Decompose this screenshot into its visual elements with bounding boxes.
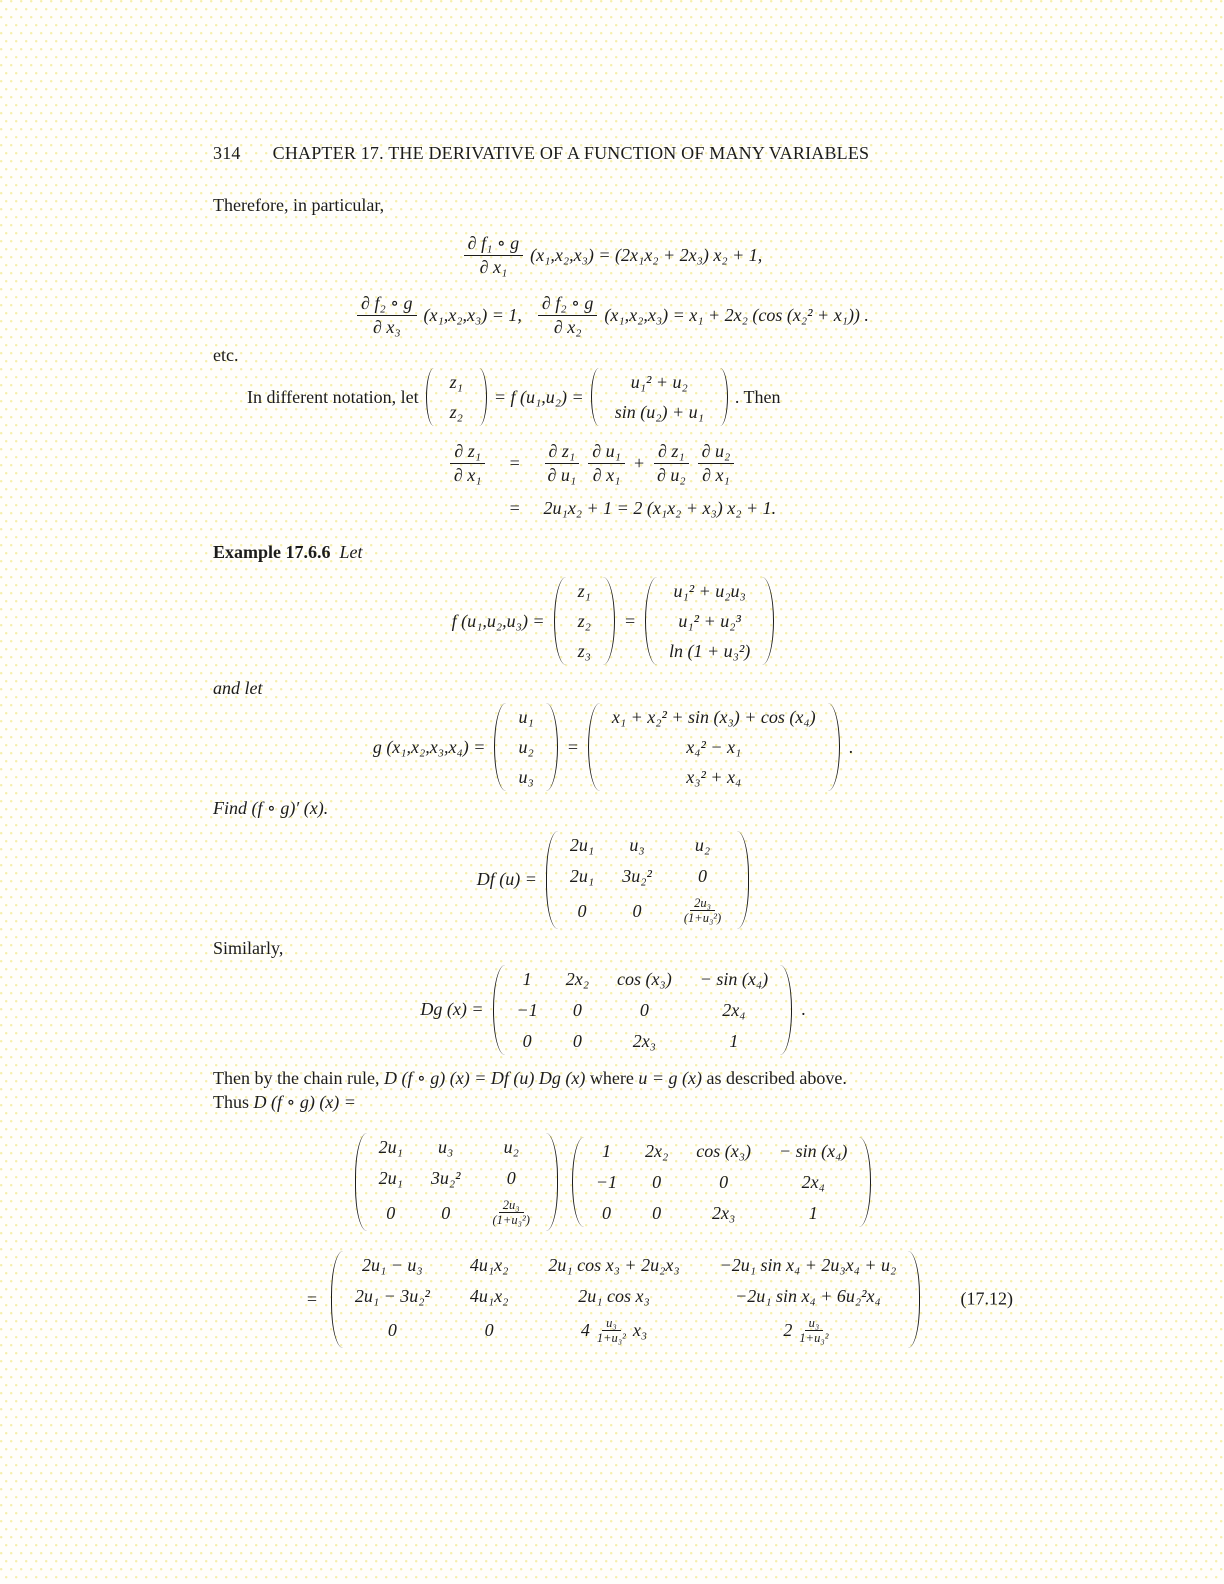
matrix-cell: u₁² + u₂³ — [678, 611, 741, 631]
matrix-Dg-copy — [572, 1135, 872, 1229]
numerator: ∂ u₂ — [698, 440, 735, 464]
vector-cells — [516, 701, 535, 793]
equation-rhs — [544, 440, 735, 486]
matrix-cell: 0 — [632, 900, 642, 921]
paragraph-intro: Therefore, in particular, — [213, 195, 385, 215]
equation-line2: 2u₁x₂ + 1 = 2 (x₁x₂ + x₃) x₂ + 1. — [543, 498, 777, 518]
right-paren — [602, 577, 615, 665]
text: as described above. — [701, 1067, 847, 1088]
paragraph-chain-rule — [213, 1067, 1013, 1089]
denominator: ∂ x₁ — [479, 256, 508, 277]
matrix-cell: 2u₁ — [569, 835, 595, 855]
matrix-cell: 2u₁ — [378, 1136, 403, 1157]
column-vector-rhs — [588, 701, 840, 793]
equation-matrix-product — [213, 1131, 1013, 1233]
plus-sign: + — [632, 452, 645, 473]
matrix-cell: 2u₁ cos x₃ + 2u₂x₃ — [548, 1254, 680, 1275]
matrix-cell: 2u₁ cos x₃ — [578, 1285, 650, 1306]
equals-sign: = — [623, 610, 637, 631]
paragraph-similarly: Similarly, — [213, 937, 284, 958]
column-vector-rhs — [645, 575, 774, 667]
equation-group — [357, 292, 522, 338]
right-paren — [858, 1137, 871, 1227]
page-number: 314 — [213, 143, 241, 163]
matrix-cell: 0 — [577, 900, 587, 921]
matrix-cell: 0 — [506, 1167, 516, 1188]
matrix-cell: z₁ — [577, 581, 591, 601]
right-paren — [761, 577, 774, 665]
matrix-cell: 4u₁x₂ — [469, 1285, 509, 1306]
equation-chain-rule — [213, 440, 1013, 519]
left-paren — [493, 965, 506, 1055]
equation-partial-f1 — [213, 232, 1013, 278]
matrix-cell: −1 — [595, 1171, 618, 1192]
matrix-cell: 0 — [572, 1030, 582, 1051]
equation-text: = f (u₁,u₂) = — [493, 386, 584, 407]
left-paren — [645, 577, 658, 665]
text: Thus — [213, 1091, 254, 1112]
matrix-cell: cos (x₃) — [616, 968, 672, 989]
column-vector-z — [554, 575, 615, 667]
matrix-cell: 2u₁ − 3u₂² — [354, 1285, 430, 1306]
vector-cells — [610, 701, 818, 793]
matrix-cell: x₄² − x₁ — [686, 737, 742, 757]
right-paren — [907, 1251, 920, 1349]
example-label: Example 17.6.6 — [213, 542, 331, 562]
numerator: ∂ u₁ — [588, 440, 625, 464]
denominator: ∂ x₂ — [553, 316, 582, 337]
matrix-cell: z₂ — [577, 611, 591, 631]
matrix-cell: ln (1 + u₃²) — [669, 641, 751, 661]
matrix-cell: 0 — [572, 999, 582, 1020]
fraction — [544, 440, 581, 486]
left-paren — [591, 368, 604, 426]
matrix-cell: 2u₁ — [569, 866, 595, 886]
equation-group — [538, 292, 869, 338]
matrix-cell: 2u₁ − u₃ — [362, 1254, 423, 1275]
matrix-cell: −2u₁ sin x₄ + 2u₃x₄ + u₂ — [719, 1254, 897, 1275]
equation-Dg — [213, 963, 1013, 1057]
column-vector-f — [591, 366, 728, 428]
right-paren — [779, 965, 792, 1055]
right-paren — [736, 831, 749, 929]
matrix-cells — [353, 1249, 898, 1351]
matrix-cell: u₃ — [629, 835, 645, 855]
right-paren — [474, 368, 487, 426]
example-heading — [213, 541, 1013, 563]
matrix-cell: z₁ — [449, 372, 463, 392]
fraction — [450, 440, 486, 486]
matrix-cell: u₁ — [518, 707, 534, 727]
paragraph-and-let: and let — [213, 678, 263, 698]
vector-cells — [613, 366, 706, 428]
matrix-cell: 1 — [729, 1030, 739, 1051]
matrix-cell: 2x₄ — [722, 999, 746, 1020]
page-content — [213, 0, 1013, 1350]
matrix-cell: u₃ — [438, 1136, 454, 1157]
matrix-cell: − sin (x₄) — [779, 1140, 848, 1161]
left-paren — [355, 1133, 368, 1231]
matrix-cell: 2x₄ — [801, 1171, 825, 1192]
text-tail: . Then — [734, 386, 781, 407]
matrix-Df — [546, 829, 749, 931]
paragraph-find: Find (f ∘ g)′ (x). — [213, 798, 329, 818]
left-paren — [572, 1137, 585, 1227]
matrix-cell: 2x₂ — [565, 968, 589, 989]
left-paren — [494, 703, 507, 791]
equation-group — [306, 1249, 921, 1351]
denominator: ∂ u₂ — [657, 464, 686, 485]
matrix-cell: 4u₁x₂ — [469, 1254, 509, 1275]
equation-f-definition — [213, 575, 1013, 667]
equals-sign: = — [508, 452, 521, 473]
matrix-cell: 0 — [386, 1202, 396, 1223]
matrix-cells — [568, 829, 727, 931]
matrix-cell: $\frac{\text{2u₃}}{\text{(1+u₃²)}}$ — [683, 896, 722, 926]
left-paren — [546, 831, 559, 929]
fraction — [538, 292, 597, 338]
left-paren — [588, 703, 601, 791]
matrix-cell: −2u₁ sin x₄ + 6u₂²x₄ — [735, 1285, 881, 1306]
vector-cells — [667, 575, 752, 667]
inline-math: D (f ∘ g) (x) = — [253, 1091, 356, 1112]
matrix-cell: 0 — [484, 1320, 494, 1341]
matrix-cell: $\frac{\text{2u₃}}{\text{(1+u₃²)}}$ — [492, 1197, 530, 1228]
matrix-Df-copy — [355, 1131, 558, 1233]
column-vector-z — [426, 366, 487, 428]
numerator: ∂ z₁ — [545, 440, 580, 464]
period: . — [801, 999, 806, 1020]
equation-text: (x₁,x₂,x₃) = x₁ + 2x₂ (cos (x₂² + x₁)) . — [604, 304, 869, 325]
equation-text: (x₁,x₂,x₃) = 1, — [423, 304, 522, 325]
equals-sign: = — [305, 1288, 318, 1309]
matrix-cell: 0 — [639, 999, 649, 1020]
paragraph-thus — [213, 1091, 1013, 1113]
equation-text: (x₁,x₂,x₃) = (2x₁x₂ + 2x₃) x₂ + 1, — [530, 244, 763, 265]
left-paren — [426, 368, 439, 426]
equals-sign: = — [508, 498, 521, 518]
fraction — [357, 292, 416, 338]
equation-lhs: Df (u) = — [476, 869, 537, 890]
chapter-title: CHAPTER 17. THE DERIVATIVE OF A FUNCTION OF MANY VARIABLES — [272, 143, 870, 163]
matrix-cells — [515, 963, 771, 1057]
numerator: ∂ z₁ — [450, 440, 485, 464]
numerator: ∂ f₂ ∘ g — [538, 292, 597, 316]
equation-result — [213, 1249, 1013, 1351]
equation-lhs: Dg (x) = — [420, 999, 484, 1020]
fraction — [698, 440, 735, 486]
matrix-cell: 2x₃ — [632, 1030, 656, 1051]
text-lead: In different notation, let — [247, 386, 419, 407]
matrix-cell: 0 — [387, 1320, 397, 1341]
equation-lhs: f (u₁,u₂,u₃) = — [451, 610, 545, 631]
text: where — [585, 1067, 639, 1088]
numerator: ∂ f₁ ∘ g — [464, 232, 523, 256]
right-paren — [827, 703, 840, 791]
denominator: ∂ u₁ — [547, 464, 577, 485]
matrix-cells — [594, 1135, 850, 1229]
paragraph-notation — [213, 366, 1013, 428]
aligned-equations — [450, 440, 776, 519]
right-paren — [545, 1133, 558, 1231]
equation-g-definition — [213, 701, 1013, 793]
page-header — [213, 143, 1013, 164]
matrix-cell: z₃ — [577, 641, 591, 661]
paragraph-etc: etc. — [213, 345, 239, 365]
fraction — [588, 440, 625, 486]
matrix-cell: 0 — [441, 1202, 451, 1223]
matrix-cell: sin (u₂) + u₁ — [614, 402, 704, 422]
equation-Df — [213, 829, 1013, 931]
matrix-cell: 1 — [522, 968, 532, 989]
matrix-cell: z₂ — [449, 402, 463, 422]
numerator: ∂ f₂ ∘ g — [357, 292, 416, 316]
matrix-cell: 0 — [652, 1202, 662, 1223]
matrix-cell: u₂ — [518, 737, 534, 757]
matrix-cell: 0 — [719, 1171, 729, 1192]
matrix-result — [331, 1249, 920, 1351]
matrix-cell: 2u₁ — [378, 1167, 403, 1188]
matrix-cell: 2x₂ — [645, 1140, 669, 1161]
matrix-cell: 2x₃ — [712, 1202, 736, 1223]
matrix-cell: 0 — [698, 866, 708, 886]
right-paren — [545, 703, 558, 791]
text: Then by the chain rule, — [213, 1067, 384, 1088]
matrix-cell: − sin (x₄) — [699, 968, 769, 989]
matrix-cell: 4 $\frac{\text{u₃}}{\text{1+u₃²}}$ x₃ — [580, 1315, 648, 1345]
matrix-cell: −1 — [516, 999, 538, 1020]
matrix-cell: 3u₂² — [622, 866, 652, 886]
matrix-cell: u₁² + u₂u₃ — [673, 581, 746, 601]
example-lead: Let — [339, 542, 363, 562]
matrix-cell: 1 — [808, 1202, 818, 1223]
matrix-cell: 1 — [601, 1140, 611, 1161]
matrix-cell: cos (x₃) — [696, 1140, 752, 1161]
matrix-cell: x₁ + x₂² + sin (x₃) + cos (x₄) — [611, 707, 816, 727]
denominator: ∂ x₁ — [702, 464, 730, 485]
vector-cells — [576, 575, 593, 667]
period: . — [848, 736, 854, 757]
numerator: ∂ z₁ — [654, 440, 689, 464]
vector-cells — [448, 366, 465, 428]
matrix-cell: x₃² + x₄ — [686, 767, 742, 787]
fraction — [653, 440, 690, 486]
fraction — [464, 232, 523, 278]
matrix-cell: u₂ — [694, 835, 711, 855]
denominator: ∂ x₃ — [372, 316, 401, 337]
matrix-cell: 2 $\frac{\text{u₃}}{\text{1+u₃²}}$ — [783, 1315, 829, 1345]
matrix-cell: 3u₂² — [430, 1167, 461, 1188]
matrix-cell: 0 — [522, 1030, 532, 1051]
equation-number: (17.12) — [960, 1288, 1013, 1309]
equation-partial-f2 — [213, 292, 1013, 338]
matrix-cell: u₂ — [503, 1136, 519, 1157]
matrix-cell: 0 — [601, 1202, 611, 1223]
denominator: ∂ x₁ — [592, 464, 621, 485]
equals-sign: = — [566, 736, 579, 757]
inline-math: D (f ∘ g) (x) = Df (u) Dg (x) — [383, 1067, 586, 1088]
inline-math: u = g (x) — [638, 1067, 702, 1088]
column-vector-u — [494, 701, 557, 793]
matrix-cells — [377, 1131, 536, 1233]
matrix-cell: 0 — [652, 1171, 662, 1192]
matrix-Dg — [493, 963, 793, 1057]
equation-lhs: g (x₁,x₂,x₃,x₄) = — [372, 736, 486, 757]
right-paren — [715, 368, 728, 426]
matrix-cell: u₃ — [518, 767, 534, 787]
left-paren — [331, 1251, 344, 1349]
left-paren — [554, 577, 567, 665]
matrix-cell: u₁² + u₂ — [630, 372, 688, 392]
denominator: ∂ x₁ — [453, 464, 482, 485]
